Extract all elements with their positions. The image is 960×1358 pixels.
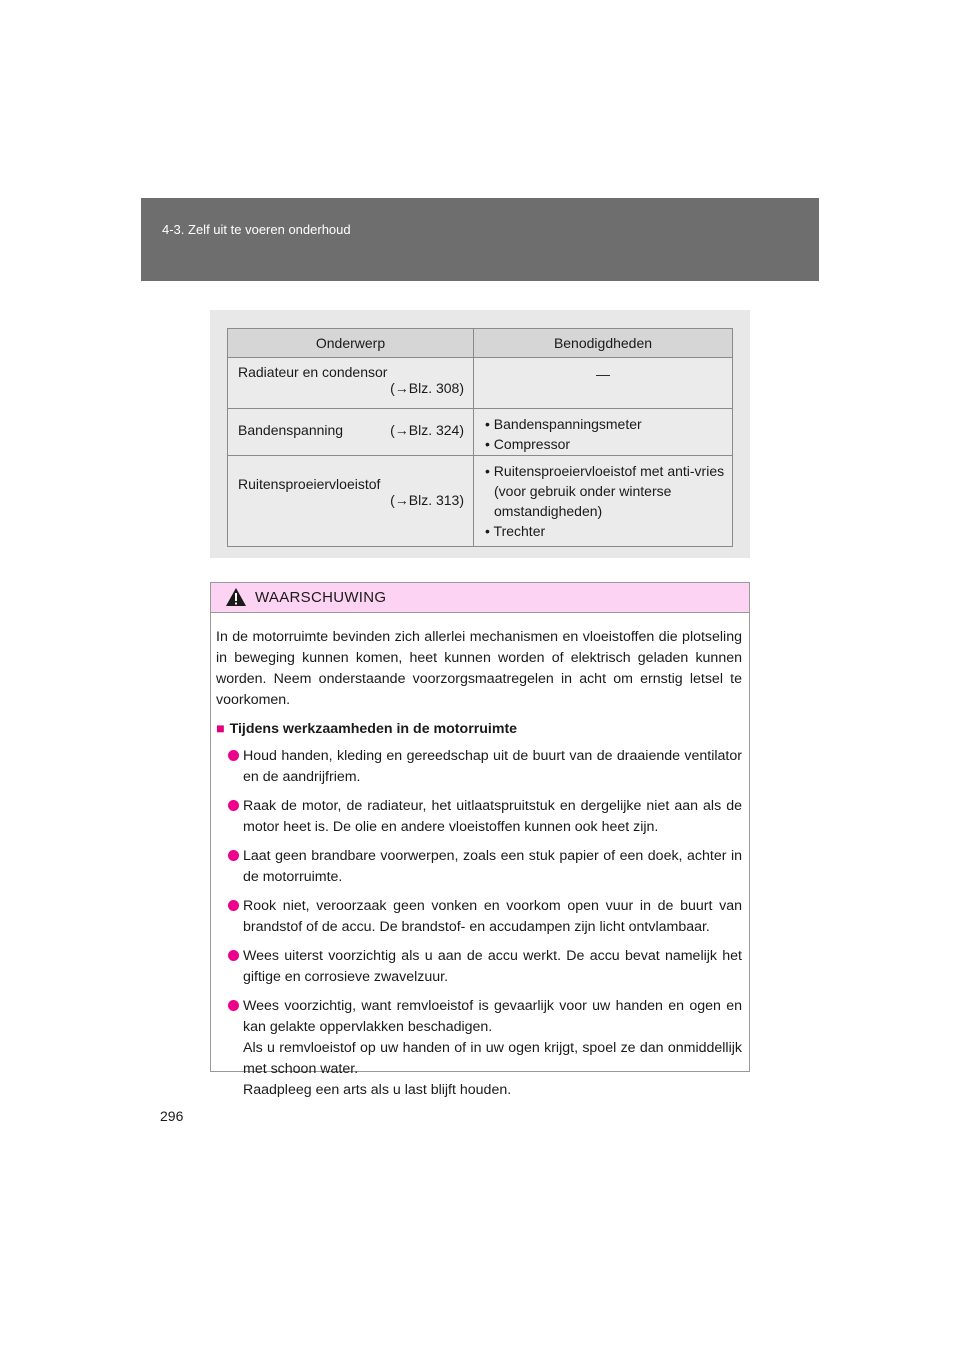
list-item: Houd handen, kleding en gereedschap uit de buurt van de draaiende ventilator en de aandrijfriem. bbox=[216, 746, 742, 788]
warning-subheading: ■ Tijdens werkzaamheden in de motorruimte bbox=[216, 721, 518, 737]
list-item: • Bandenspanningsmeter bbox=[485, 416, 642, 432]
items-cell bbox=[474, 409, 732, 454]
page-reference: (→Blz. 324) bbox=[390, 422, 464, 438]
subject-name: Radiateur en condensor bbox=[238, 364, 388, 380]
page-number: 296 bbox=[160, 1108, 184, 1124]
warning-intro: In de motorruimte bevinden zich allerlei mechanismen en vloeistoffen die plotseling in beweging kunnen komen, heet kunnen worden of elektrisch geladen kunnen worden. Neem onderstaande voorzorgsmaatregelen in acht om ernstig letsel te voorkomen. bbox=[216, 629, 742, 708]
subject-cell bbox=[228, 358, 473, 408]
page-reference: (→Blz. 313) bbox=[390, 492, 464, 508]
list-item: Laat geen brandbare voorwerpen, zoals een stuk papier of een doek, achter in de motorruimte. bbox=[216, 846, 742, 888]
table-header-row bbox=[228, 329, 733, 358]
warning-header bbox=[211, 583, 749, 613]
items-cell bbox=[474, 456, 732, 541]
requirements-table bbox=[227, 328, 733, 547]
list-item: Wees uiterst voorzichtig als u aan de accu werkt. De accu bevat namelijk het giftige en corrosieve zwavelzuur. bbox=[216, 946, 742, 988]
list-item: • Trechter bbox=[485, 523, 546, 539]
bullet-dot-icon bbox=[228, 1000, 239, 1011]
list-item: • Compressor bbox=[485, 436, 571, 452]
list-item: • Ruitensproeiervloeistof met anti-vries (voor gebruik onder winterse omstandigheden) bbox=[485, 463, 725, 519]
bullet-dot-icon bbox=[228, 950, 239, 961]
section-header-band bbox=[141, 198, 819, 281]
list-item: Raak de motor, de radiateur, het uitlaatspruitstuk en dergelijke niet aan als de motor heet is. De olie en andere vloeistoffen kunnen ook heet zijn. bbox=[216, 796, 742, 838]
no-items-dash: — bbox=[596, 366, 610, 382]
bullet-dot-icon bbox=[228, 850, 239, 861]
subject-cell bbox=[228, 456, 473, 546]
page-reference: (→Blz. 308) bbox=[390, 380, 464, 396]
bullet-dot-icon bbox=[228, 900, 239, 911]
table-row bbox=[228, 358, 733, 409]
table-row bbox=[228, 456, 733, 547]
column-header-subject: Onderwerp bbox=[228, 329, 474, 358]
list-item: Rook niet, veroorzaak geen vonken en voorkom open vuur in de buurt van brandstof of de accu. De brandstof- en accudampen zijn licht ontvlambaar. bbox=[216, 896, 742, 938]
table-row bbox=[228, 409, 733, 456]
requirements-panel bbox=[210, 310, 750, 558]
bullet-dot-icon bbox=[228, 800, 239, 811]
warning-title: WAARSCHUWING bbox=[255, 589, 387, 606]
warning-body bbox=[211, 613, 749, 1101]
list-item: Wees voorzichtig, want remvloeistof is gevaarlijk voor uw handen en ogen en kan gelakte oppervlakken beschadigen. Als u remvloeistof op uw handen of in uw ogen krijgt, spoel ze dan onmiddellijk met schoon water. Raadpleeg een arts als u last blijft houden. bbox=[216, 996, 742, 1101]
section-title: 4-3. Zelf uit te voeren onderhoud bbox=[162, 222, 351, 237]
subject-name: Bandenspanning bbox=[238, 422, 344, 438]
subject-cell bbox=[228, 409, 473, 455]
subject-name: Ruitensproeiervloeistof bbox=[238, 476, 381, 492]
column-header-items: Benodigdheden bbox=[474, 329, 733, 358]
warning-triangle-icon bbox=[225, 587, 247, 607]
warning-bullet-list bbox=[216, 746, 742, 1101]
warning-box bbox=[210, 582, 750, 1098]
bullet-dot-icon bbox=[228, 750, 239, 761]
square-bullet-icon: ■ bbox=[216, 721, 225, 737]
